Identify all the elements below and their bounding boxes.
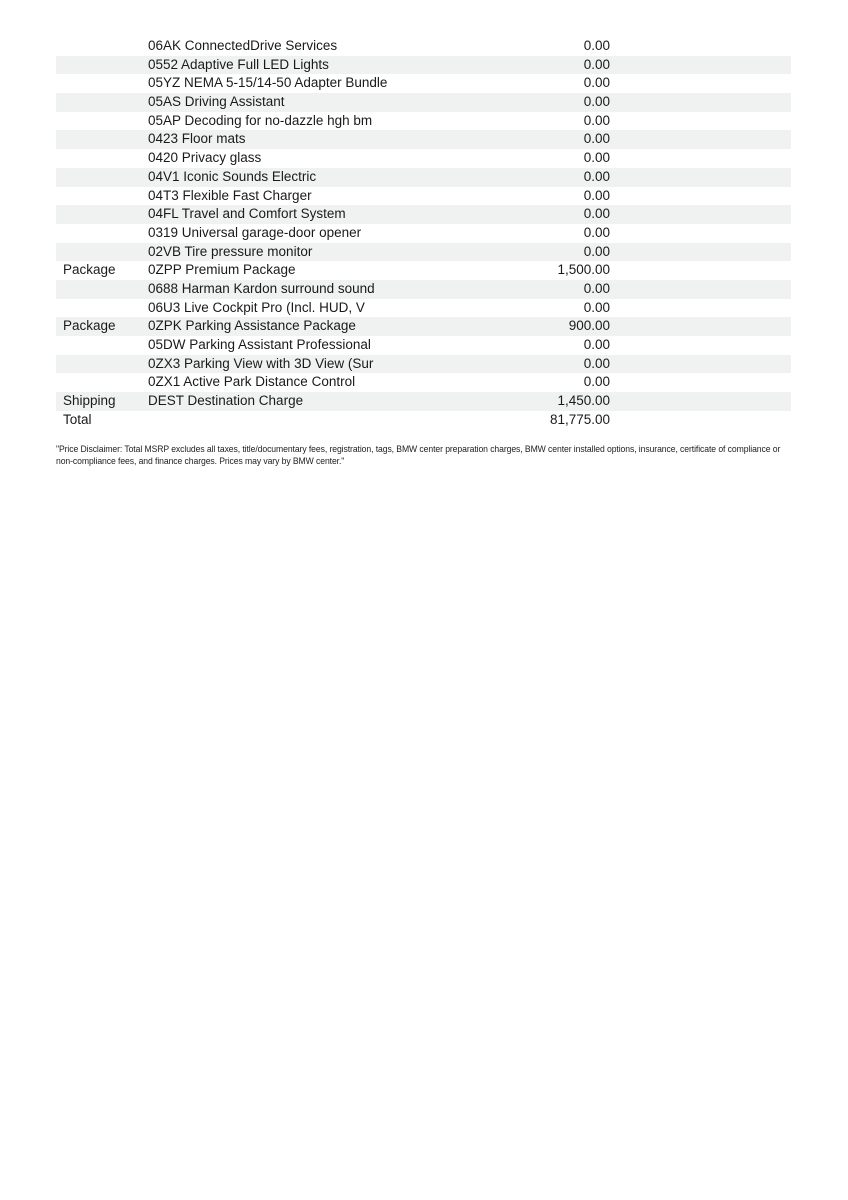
row-category-label [56, 299, 148, 318]
table-row [56, 112, 791, 131]
row-item-description: 05DW Parking Assistant Professional [148, 337, 371, 352]
row-item-description: 0688 Harman Kardon surround sound [148, 280, 375, 296]
row-filler [610, 261, 791, 280]
row-item-description: 0ZX1 Active Park Distance Control [148, 374, 356, 390]
row-category-label [56, 112, 148, 131]
row-item-description: 04FL Travel and Comfort System [148, 206, 346, 222]
row-category-label [56, 168, 148, 187]
table-row [56, 130, 791, 149]
row-price-value: 81,775.00 [549, 411, 610, 427]
table-row [56, 205, 791, 224]
row-category-label [56, 336, 148, 355]
price-disclaimer-text: "Price Disclaimer: Total MSRP excludes all taxes, title/documentary fees, registration, tags, BMW center preparation charges, BMW center installed options, insurance, certificate of compliance or non-compliance fees, and finance charges. Prices may vary by BMW center." [56, 444, 781, 467]
row-item-description: 05AS Driving Assistant [148, 94, 285, 110]
row-category-label [56, 355, 148, 374]
row-price-value: 0.00 [583, 280, 610, 296]
row-item-description: 0ZPK Parking Assistance Package [148, 318, 356, 334]
row-price-value: 1,450.00 [557, 393, 610, 409]
table-row [56, 373, 791, 392]
row-category-label [56, 37, 148, 56]
row-filler [610, 168, 791, 187]
row-filler [610, 93, 791, 112]
row-price-value: 0.00 [583, 56, 610, 72]
row-price-value: 0.00 [583, 94, 610, 110]
row-item-description [148, 411, 478, 430]
row-item-description: 04T3 Flexible Fast Charger [148, 187, 312, 203]
row-category-label [56, 56, 148, 75]
row-filler [610, 317, 791, 336]
row-filler [610, 336, 791, 355]
row-category-label: Package [63, 262, 116, 278]
row-filler [610, 411, 791, 430]
row-item-description: 06U3 Live Cockpit Pro (Incl. HUD, V [148, 299, 365, 315]
row-filler [610, 130, 791, 149]
table-row [56, 74, 791, 93]
options-table [56, 37, 791, 429]
row-category-label [56, 93, 148, 112]
row-filler [610, 373, 791, 392]
table-row [56, 224, 791, 243]
row-item-description: DEST Destination Charge [148, 393, 304, 409]
row-price-value: 0.00 [583, 337, 610, 352]
row-price-value: 0.00 [583, 168, 610, 184]
row-filler [610, 37, 791, 56]
row-category-label [56, 280, 148, 299]
row-category-label [56, 187, 148, 206]
row-item-description: 05YZ NEMA 5-15/14-50 Adapter Bundle [148, 75, 388, 91]
row-price-value: 0.00 [583, 131, 610, 147]
row-filler [610, 243, 791, 262]
table-row [56, 355, 791, 374]
row-price-value: 0.00 [583, 224, 610, 240]
row-item-description: 06AK ConnectedDrive Services [148, 38, 338, 53]
table-row [56, 187, 791, 206]
row-category-label: Shipping [63, 393, 116, 409]
row-price-value: 0.00 [583, 355, 610, 371]
row-category-label [56, 130, 148, 149]
table-row [56, 317, 791, 336]
row-filler [610, 187, 791, 206]
row-item-description: 04V1 Iconic Sounds Electric [148, 168, 317, 184]
row-filler [610, 56, 791, 75]
row-filler [610, 299, 791, 318]
row-price-value: 0.00 [583, 150, 610, 166]
table-row [56, 243, 791, 262]
table-row [56, 392, 791, 411]
table-row [56, 299, 791, 318]
row-item-description: 0ZPP Premium Package [148, 262, 296, 278]
table-row [56, 168, 791, 187]
row-price-value: 1,500.00 [557, 262, 610, 278]
row-filler [610, 392, 791, 411]
table-row [56, 261, 791, 280]
row-category-label: Package [63, 318, 116, 334]
table-row [56, 149, 791, 168]
row-category-label [56, 74, 148, 93]
row-category-label: Total [63, 411, 92, 427]
row-category-label [56, 243, 148, 262]
row-category-label [56, 149, 148, 168]
row-item-description: 02VB Tire pressure monitor [148, 243, 313, 259]
table-row [56, 280, 791, 299]
row-item-description: 0420 Privacy glass [148, 150, 262, 166]
table-row [56, 93, 791, 112]
row-category-label [56, 373, 148, 392]
table-row [56, 336, 791, 355]
row-category-label [56, 224, 148, 243]
row-price-value: 0.00 [583, 75, 610, 91]
row-item-description: 05AP Decoding for no-dazzle hgh bm [148, 112, 373, 128]
row-price-value: 0.00 [583, 299, 610, 315]
row-category-label [56, 205, 148, 224]
table-row [56, 411, 791, 430]
row-price-value: 0.00 [583, 374, 610, 390]
row-price-value: 0.00 [583, 243, 610, 259]
row-price-value: 0.00 [583, 206, 610, 222]
row-price-value: 0.00 [583, 112, 610, 128]
row-item-description: 0319 Universal garage-door opener [148, 224, 362, 240]
row-price-value: 900.00 [568, 318, 610, 334]
row-item-description: 0423 Floor mats [148, 131, 246, 147]
row-filler [610, 355, 791, 374]
row-filler [610, 112, 791, 131]
row-filler [610, 205, 791, 224]
row-filler [610, 74, 791, 93]
table-row [56, 56, 791, 75]
row-price-value: 0.00 [583, 38, 610, 53]
table-row [56, 37, 791, 56]
row-filler [610, 280, 791, 299]
row-price-value: 0.00 [583, 187, 610, 203]
row-filler [610, 149, 791, 168]
row-filler [610, 224, 791, 243]
row-item-description: 0552 Adaptive Full LED Lights [148, 56, 329, 72]
row-item-description: 0ZX3 Parking View with 3D View (Sur [148, 355, 374, 371]
